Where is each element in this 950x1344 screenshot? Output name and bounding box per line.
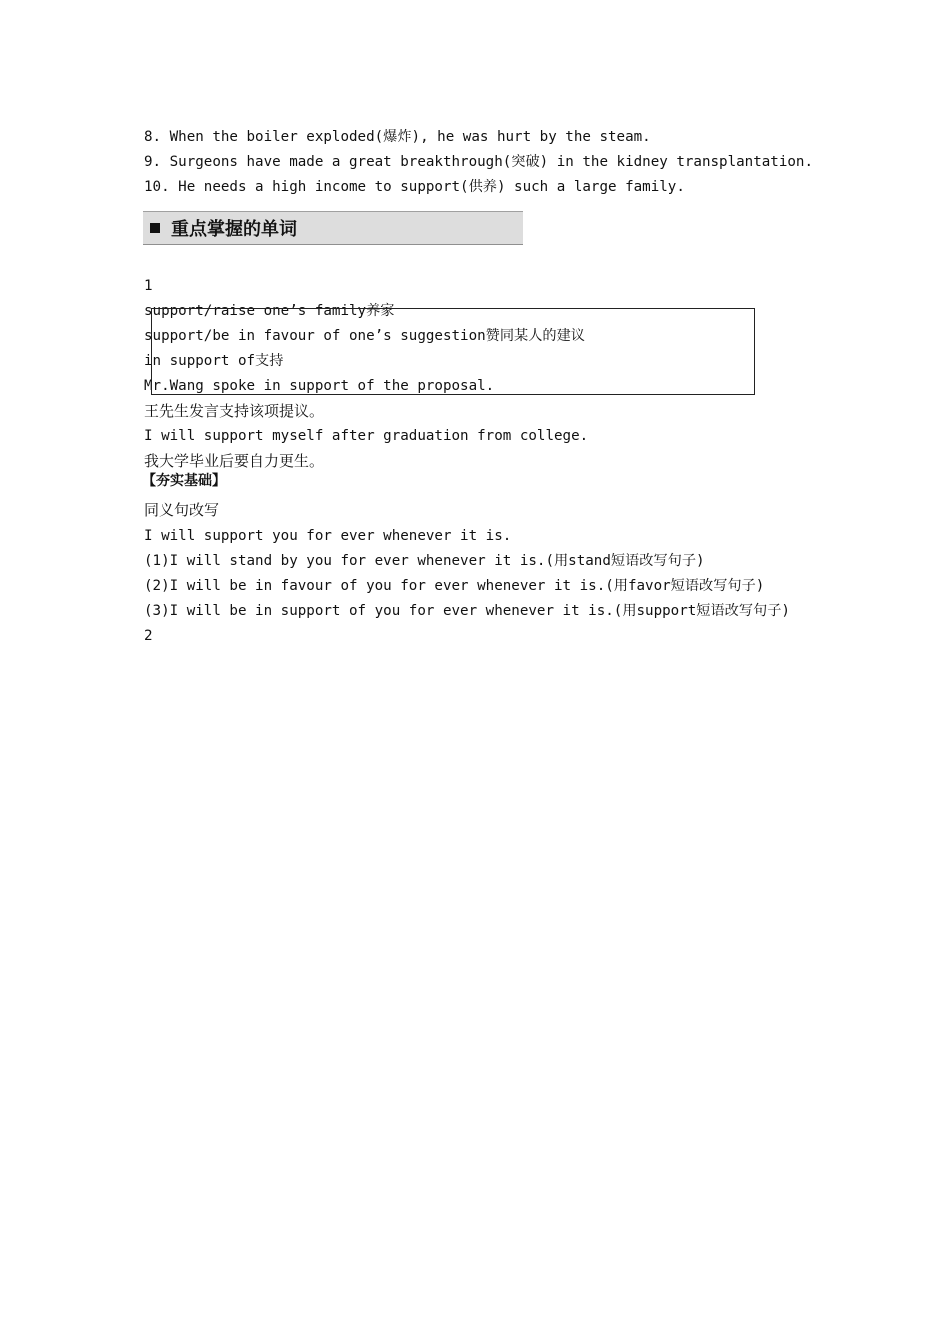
practice-subheading: 同义句改写 — [144, 501, 220, 519]
practice-heading: 【夯实基础】 — [142, 473, 226, 489]
phrase-support-suggestion: support/be in favour of one’s suggestion赞同某人的建议 — [144, 328, 585, 344]
item-number-2: 2 — [144, 628, 153, 644]
sentence-8: 8. When the boiler exploded(爆炸), he was hurt by the steam. — [144, 129, 651, 145]
practice-question-3: (3)I will be in support of you for ever whenever it is.(用support短语改写句子) — [144, 603, 790, 619]
phrase-frame — [151, 308, 755, 395]
example-2-chinese: 我大学毕业后要自力更生。 — [144, 452, 325, 470]
practice-base-sentence: I will support you for ever whenever it is. — [144, 528, 512, 544]
example-1-english: Mr.Wang spoke in support of the proposal. — [144, 378, 495, 394]
example-1-chinese: 王先生发言支持该项提议。 — [144, 402, 325, 420]
sentence-10: 10. He needs a high income to support(供养) such a large family. — [144, 179, 685, 195]
square-bullet-icon — [150, 223, 160, 233]
example-2-english: I will support myself after graduation from college. — [144, 428, 589, 444]
practice-question-1: (1)I will stand by you for ever whenever it is.(用stand短语改写句子) — [144, 553, 705, 569]
phrase-in-support-of: in support of支持 — [144, 353, 284, 369]
section-title: 重点掌握的单词 — [171, 219, 297, 240]
item-number-1: 1 — [144, 278, 153, 294]
section-header — [143, 211, 523, 245]
phrase-support-family: support/raise one’s family养家 — [144, 303, 395, 319]
practice-question-2: (2)I will be in favour of you for ever whenever it is.(用favor短语改写句子) — [144, 578, 765, 594]
sentence-9: 9. Surgeons have made a great breakthrough(突破) in the kidney transplantation. — [144, 154, 813, 170]
